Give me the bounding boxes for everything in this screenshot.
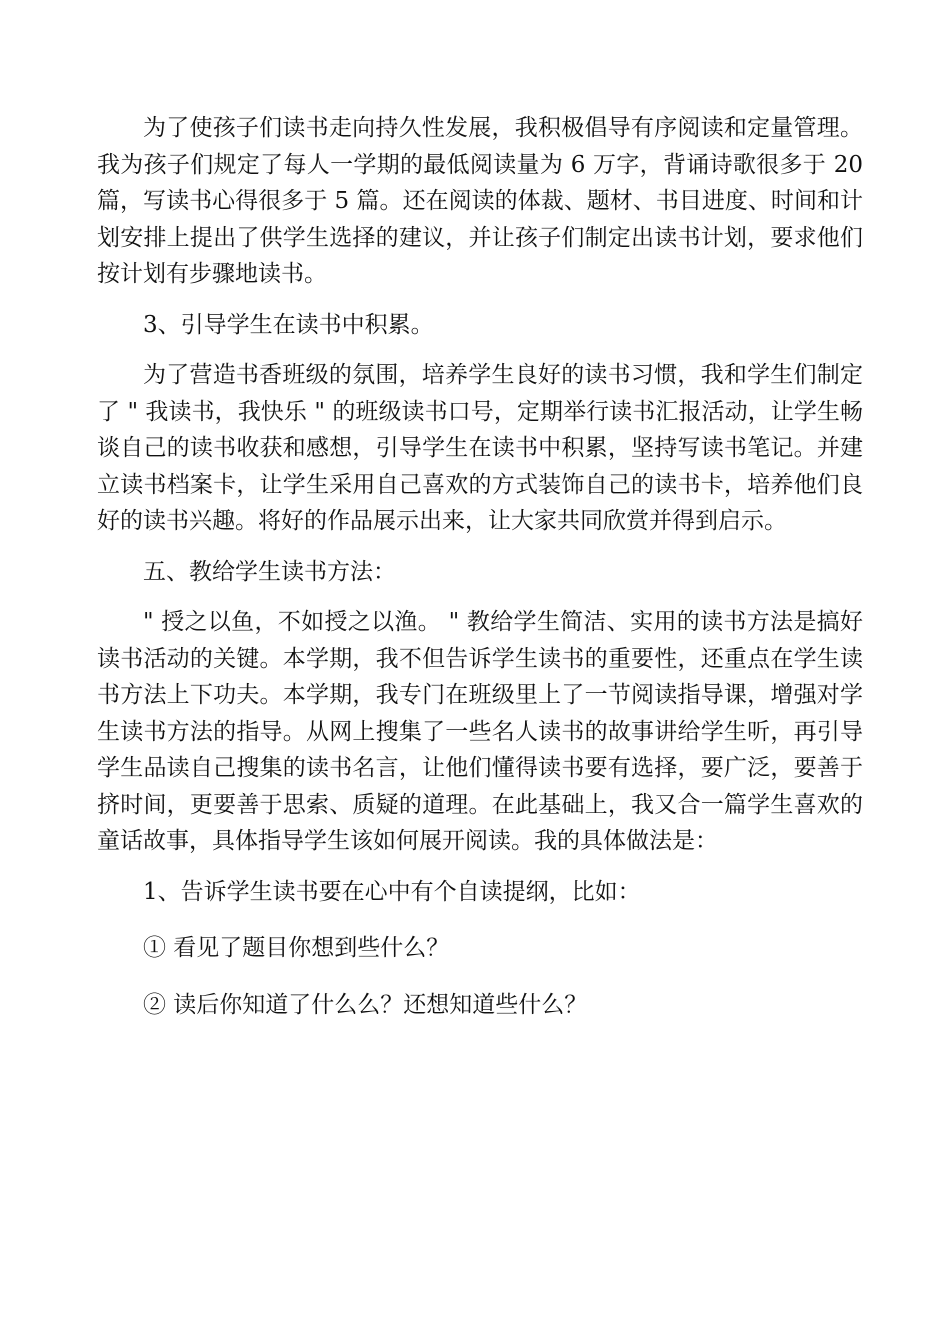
- document-body: [97, 110, 863, 1037]
- paragraph-book-atmosphere: 为了营造书香班级的氛围，培养学生良好的读书习惯，我和学生们制定了 " 我读书，我快乐 " 的班级读书口号，定期举行读书汇报活动，让学生畅谈自己的读书收获和感想，引导学生在读书中积累，坚持写读书笔记。并建立读书档案卡，让学生采用自己喜欢的方式装饰自己的读书卡，培养他们良好的读书兴趣。将好的作品展示出来，让大家共同欣赏并得到启示。: [97, 362, 863, 534]
- list-item-question-1: ① 看见了题目你想到些什么？: [143, 935, 450, 961]
- heading-accumulate: 3、引导学生在读书中积累。: [143, 311, 434, 338]
- list-item-outline: 1、告诉学生读书要在心中有个自读提纲，比如：: [143, 878, 641, 905]
- paragraph-reading-plan: 为了使孩子们读书走向持久性发展，我积极倡导有序阅读和定量管理。我为孩子们规定了每人一学期的最低阅读量为 6 万字，背诵诗歌很多于 20 篇，写读书心得很多于 5 篇。还在阅读的体裁、题材、书目进度、时间和计划安排上提出了供学生选择的建议，并让孩子们制定出读书计划，要求他们按计划有步骤地读书。: [97, 115, 863, 287]
- paragraph-teaching-methods: " 授之以鱼，不如授之以渔。 " 教给学生简洁、实用的读书方法是搞好读书活动的关键。本学期，我不但告诉学生读书的重要性，还重点在学生读书方法上下功夫。本学期，我专门在班级里上了一节阅读指导课，增强对学生读书方法的指导。从网上搜集了一些名人读书的故事讲给学生听，再引导学生品读自己搜集的读书名言，让他们懂得读书要有选择，要广泛，要善于挤时间，更要善于思索、质疑的道理。在此基础上，我又合一篇学生喜欢的童话故事，具体指导学生该如何展开阅读。我的具体做法是：: [97, 609, 863, 854]
- heading-reading-methods: 五、教给学生读书方法：: [143, 558, 396, 585]
- list-item-question-2: ② 读后你知道了什么么？还想知道些什么？: [143, 991, 588, 1018]
